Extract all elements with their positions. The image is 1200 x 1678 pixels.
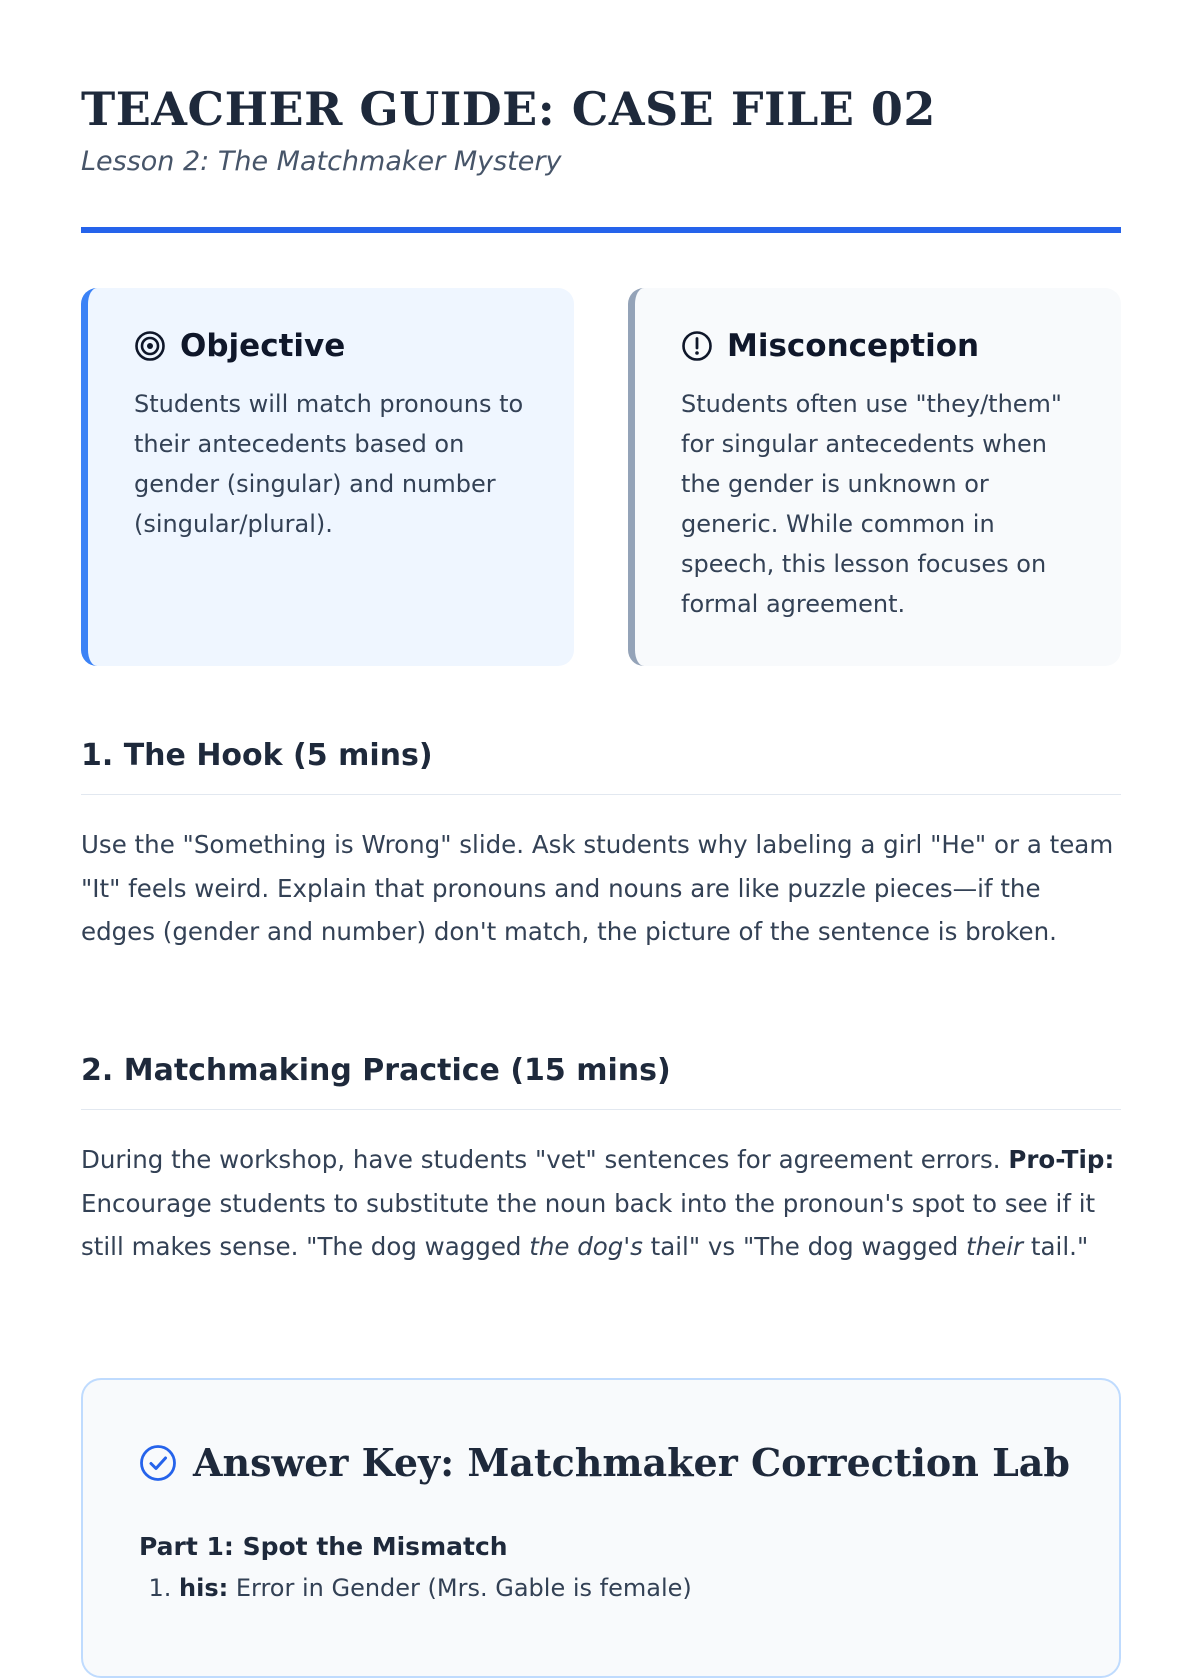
hook-heading: 1. The Hook (5 mins) <box>81 738 433 773</box>
check-circle-icon <box>139 1444 177 1482</box>
practice-body-start: During the workshop, have students "vet" sentences for agreement errors. <box>81 1145 1009 1174</box>
answer-term: his: <box>179 1574 229 1602</box>
list-item <box>179 1568 692 1608</box>
objective-card <box>81 288 574 666</box>
practice-heading: 2. Matchmaking Practice (15 mins) <box>81 1053 671 1088</box>
objective-text: Students will match pronouns to their antecedents based on gender (singular) and number (singular/plural). <box>134 390 524 538</box>
part-1-title: Part 1: Spot the Mismatch <box>139 1532 508 1561</box>
alert-circle-icon <box>681 330 713 362</box>
misconception-card-header <box>681 328 1085 364</box>
answer-key-header <box>139 1440 1070 1485</box>
practice-italic-example: the dog's <box>529 1232 643 1261</box>
answer-key-title: Answer Key: Matchmaker Correction Lab <box>193 1440 1070 1485</box>
title-divider <box>81 227 1121 233</box>
page-subtitle: Lesson 2: The Matchmaker Mystery <box>81 146 562 177</box>
target-icon <box>134 330 166 362</box>
objective-title: Objective <box>180 328 346 364</box>
practice-italic-pronoun: their <box>966 1232 1024 1261</box>
practice-body-end: tail." <box>1023 1232 1089 1261</box>
answer-list <box>139 1568 692 1608</box>
pro-tip-label: Pro-Tip: <box>1008 1145 1115 1174</box>
misconception-text: Students often use "they/them" for singular antecedents when the gender is unknown or generic. While common in speech, this lesson focuses on formal agreement. <box>681 390 1062 618</box>
hook-divider <box>81 794 1121 795</box>
practice-body-mid-2: tail" vs "The dog wagged <box>642 1232 967 1261</box>
page-title: TEACHER GUIDE: CASE FILE 02 <box>81 82 936 136</box>
practice-body <box>81 1138 1121 1269</box>
hook-body: Use the "Something is Wrong" slide. Ask students why labeling a girl "He" or a team "It" feels weird. Explain that pronouns and nouns are like puzzle pieces—if the edges (gender and number) don't match, the picture of the sentence is broken. <box>81 830 1114 946</box>
misconception-title: Misconception <box>727 328 980 364</box>
answer-text: Error in Gender (Mrs. Gable is female) <box>228 1574 692 1602</box>
answer-key-box <box>81 1378 1121 1678</box>
misconception-card <box>628 288 1121 666</box>
practice-divider <box>81 1109 1121 1110</box>
practice-body-mid: Encourage students to substitute the noun back into the pronoun's spot to see if it still makes sense. "The dog wagged <box>81 1188 1096 1261</box>
objective-card-header <box>134 328 538 364</box>
